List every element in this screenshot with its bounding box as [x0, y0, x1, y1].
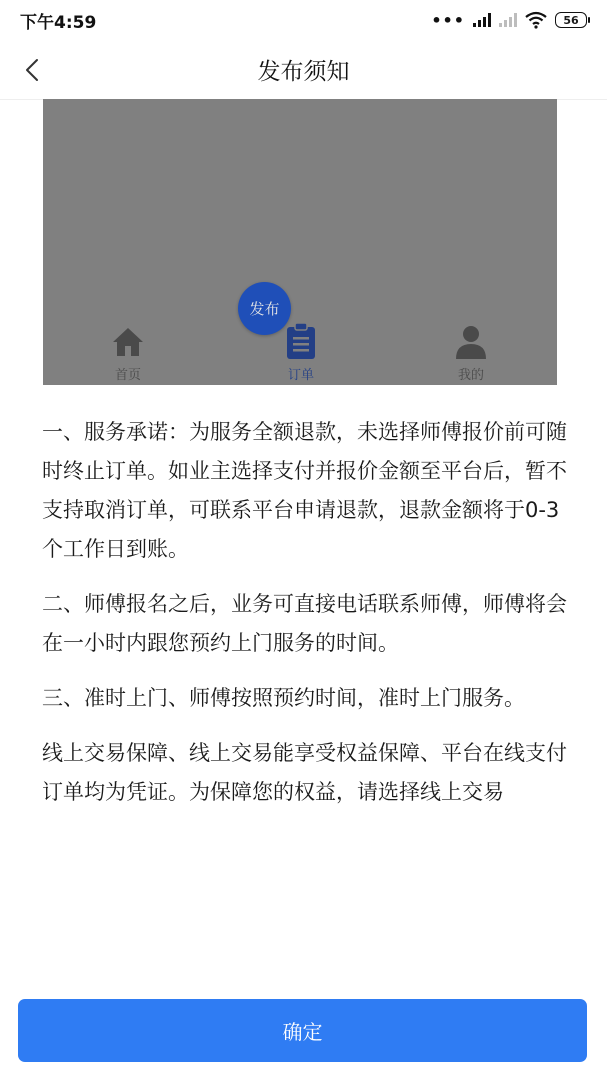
- notice-paragraph: 二、师傅报名之后，业务可直接电话联系师傅，师傅将会在一小时内跟您预约上门服务的时间。: [42, 592, 567, 655]
- clipboard-icon: [285, 322, 317, 360]
- publish-fab-preview: 发布: [238, 282, 291, 335]
- more-dots-icon: •••: [431, 10, 465, 30]
- notice-paragraph: 一、服务承诺：为服务全额退款，未选择师傅报价前可随时终止订单。如业主选择支付并报价金额至平台后，暂不支持取消订单，可联系平台申请退款，退款金额将于0-3个工作日到账。: [42, 420, 567, 561]
- tutorial-preview-image: [43, 99, 557, 385]
- preview-tab-mine-label: 我的: [457, 368, 484, 383]
- preview-tab-order: [256, 322, 346, 383]
- battery-icon: 56: [555, 12, 587, 28]
- signal-icon: [473, 13, 491, 27]
- status-bar: [0, 0, 607, 40]
- signal-secondary-icon: [499, 13, 517, 27]
- preview-tab-home-label: 首页: [114, 368, 141, 383]
- user-icon: [454, 324, 488, 360]
- back-button[interactable]: [14, 52, 50, 88]
- nav-header: [0, 40, 607, 100]
- preview-tab-home: [83, 324, 173, 383]
- status-icons: [431, 11, 587, 30]
- home-icon: [110, 324, 146, 360]
- notice-paragraph: 三、准时上门、师傅按照预约时间，准时上门服务。: [42, 686, 525, 710]
- wifi-icon: [525, 11, 547, 29]
- notice-paragraph: 线上交易保障、线上交易能享受权益保障、平台在线支付订单均为凭证。为保障您的权益，请选择线上交易: [42, 741, 567, 804]
- page-title: 发布须知: [257, 59, 350, 85]
- notice-content: [42, 413, 567, 828]
- preview-tab-order-label: 订单: [287, 368, 314, 383]
- chevron-left-icon: [24, 58, 40, 82]
- status-time: 下午4:59: [20, 12, 97, 33]
- confirm-button[interactable]: 确定: [18, 999, 587, 1062]
- preview-tab-mine: [426, 324, 516, 383]
